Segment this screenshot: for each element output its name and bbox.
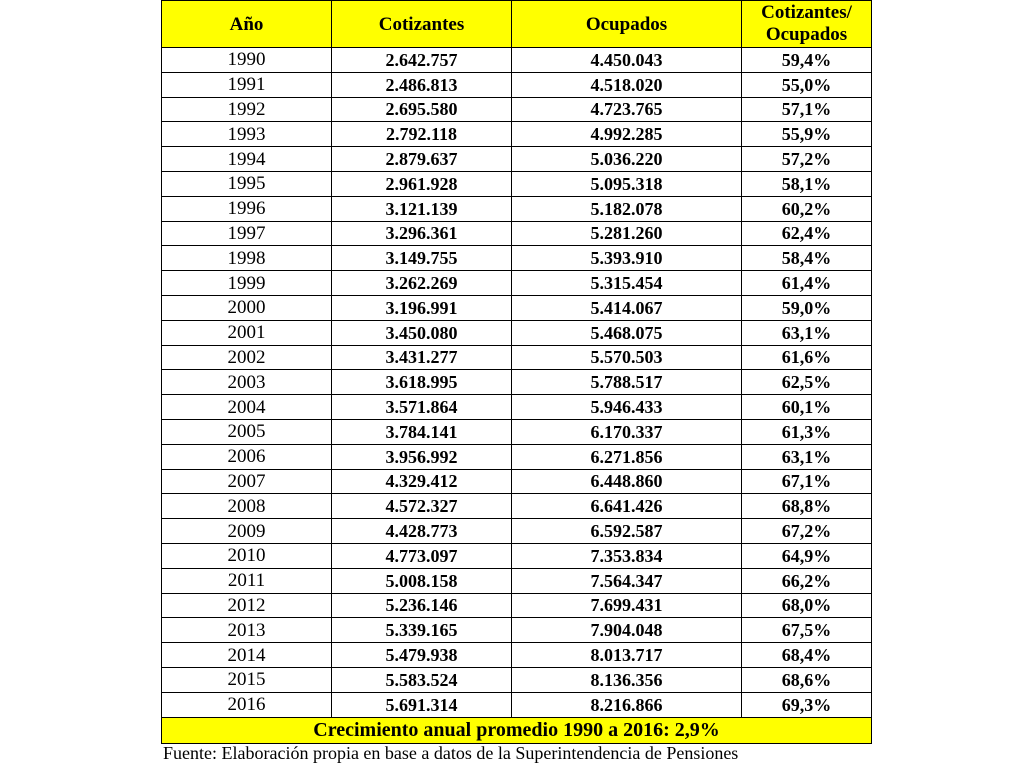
cell-employed: 7.564.347 [512, 568, 742, 593]
cell-employed: 7.353.834 [512, 543, 742, 568]
cell-year: 1991 [162, 72, 332, 97]
cell-ratio: 62,5% [742, 370, 872, 395]
cell-year: 2004 [162, 395, 332, 420]
cell-contributors: 2.642.757 [332, 48, 512, 73]
table-body [162, 48, 872, 718]
cell-ratio: 68,0% [742, 593, 872, 618]
table-header [162, 1, 872, 48]
cell-employed: 4.518.020 [512, 72, 742, 97]
cell-year: 2002 [162, 345, 332, 370]
cell-contributors: 5.236.146 [332, 593, 512, 618]
cell-ratio: 67,2% [742, 519, 872, 544]
cell-employed: 5.281.260 [512, 221, 742, 246]
cell-contributors: 3.571.864 [332, 395, 512, 420]
cell-ratio: 63,1% [742, 320, 872, 345]
cell-ratio: 59,4% [742, 48, 872, 73]
table-row [162, 295, 872, 320]
cell-year: 1996 [162, 196, 332, 221]
cell-contributors: 3.262.269 [332, 271, 512, 296]
cell-ratio: 67,1% [742, 469, 872, 494]
cell-year: 2009 [162, 519, 332, 544]
header-ratio-line1: Cotizantes/ [761, 2, 852, 23]
cell-year: 1990 [162, 48, 332, 73]
cell-ratio: 55,0% [742, 72, 872, 97]
cell-contributors: 5.479.938 [332, 643, 512, 668]
cell-employed: 4.450.043 [512, 48, 742, 73]
cell-contributors: 3.956.992 [332, 444, 512, 469]
cell-ratio: 58,4% [742, 246, 872, 271]
cell-contributors: 2.961.928 [332, 171, 512, 196]
cell-employed: 6.271.856 [512, 444, 742, 469]
cell-year: 1998 [162, 246, 332, 271]
cell-contributors: 3.431.277 [332, 345, 512, 370]
cell-year: 2016 [162, 692, 332, 717]
cell-year: 2010 [162, 543, 332, 568]
cell-ratio: 66,2% [742, 568, 872, 593]
table-row [162, 97, 872, 122]
cell-year: 2013 [162, 618, 332, 643]
cell-employed: 5.182.078 [512, 196, 742, 221]
table-row [162, 271, 872, 296]
average-growth-footer: Crecimiento anual promedio 1990 a 2016: 2,9% [162, 717, 872, 743]
cell-ratio: 61,6% [742, 345, 872, 370]
cell-year: 1999 [162, 271, 332, 296]
header-employed: Ocupados [512, 1, 742, 48]
header-ratio-line2: Ocupados [765, 24, 848, 45]
table-row [162, 543, 872, 568]
cell-year: 2011 [162, 568, 332, 593]
cell-contributors: 2.792.118 [332, 122, 512, 147]
table-row [162, 519, 872, 544]
table-row [162, 320, 872, 345]
cell-contributors: 4.572.327 [332, 494, 512, 519]
cell-contributors: 3.784.141 [332, 419, 512, 444]
cell-ratio: 67,5% [742, 618, 872, 643]
cell-employed: 5.393.910 [512, 246, 742, 271]
header-ratio [742, 1, 872, 48]
source-note: Fuente: Elaboración propia en base a datos de la Superintendencia de Pensiones [163, 743, 739, 763]
table-row [162, 395, 872, 420]
cell-employed: 8.136.356 [512, 667, 742, 692]
cell-ratio: 68,4% [742, 643, 872, 668]
cell-year: 1992 [162, 97, 332, 122]
cell-contributors: 5.691.314 [332, 692, 512, 717]
cell-employed: 6.592.587 [512, 519, 742, 544]
cell-contributors: 4.773.097 [332, 543, 512, 568]
table-row [162, 122, 872, 147]
cell-year: 2008 [162, 494, 332, 519]
table-row [162, 246, 872, 271]
header-year: Año [162, 1, 332, 48]
cell-contributors: 5.583.524 [332, 667, 512, 692]
cell-ratio: 57,1% [742, 97, 872, 122]
cell-employed: 8.013.717 [512, 643, 742, 668]
cell-employed: 6.641.426 [512, 494, 742, 519]
table-row [162, 221, 872, 246]
cell-contributors: 2.486.813 [332, 72, 512, 97]
cell-ratio: 58,1% [742, 171, 872, 196]
table-row [162, 72, 872, 97]
cell-year: 1995 [162, 171, 332, 196]
cell-employed: 5.946.433 [512, 395, 742, 420]
cell-year: 2012 [162, 593, 332, 618]
table-row [162, 692, 872, 717]
cell-year: 2003 [162, 370, 332, 395]
header-contributors: Cotizantes [332, 1, 512, 48]
cell-contributors: 2.695.580 [332, 97, 512, 122]
cell-employed: 5.414.067 [512, 295, 742, 320]
cell-employed: 5.036.220 [512, 147, 742, 172]
cell-ratio: 68,8% [742, 494, 872, 519]
cell-contributors: 4.329.412 [332, 469, 512, 494]
cell-year: 2006 [162, 444, 332, 469]
cell-employed: 4.723.765 [512, 97, 742, 122]
cell-employed: 5.570.503 [512, 345, 742, 370]
table-row [162, 593, 872, 618]
cell-year: 2005 [162, 419, 332, 444]
table-row [162, 568, 872, 593]
cell-contributors: 3.196.991 [332, 295, 512, 320]
cell-year: 2014 [162, 643, 332, 668]
cell-employed: 5.788.517 [512, 370, 742, 395]
table-row [162, 345, 872, 370]
cell-contributors: 3.149.755 [332, 246, 512, 271]
cell-employed: 4.992.285 [512, 122, 742, 147]
cell-contributors: 5.339.165 [332, 618, 512, 643]
cell-year: 1993 [162, 122, 332, 147]
cell-year: 2015 [162, 667, 332, 692]
cell-year: 2000 [162, 295, 332, 320]
cell-ratio: 68,6% [742, 667, 872, 692]
cell-year: 1994 [162, 147, 332, 172]
table-row [162, 419, 872, 444]
cell-ratio: 62,4% [742, 221, 872, 246]
table-row [162, 494, 872, 519]
cell-year: 1997 [162, 221, 332, 246]
cell-ratio: 63,1% [742, 444, 872, 469]
cell-employed: 5.315.454 [512, 271, 742, 296]
table-row [162, 469, 872, 494]
cell-employed: 8.216.866 [512, 692, 742, 717]
cell-ratio: 60,2% [742, 196, 872, 221]
cell-ratio: 55,9% [742, 122, 872, 147]
cell-ratio: 69,3% [742, 692, 872, 717]
table-row [162, 48, 872, 73]
cell-employed: 7.699.431 [512, 593, 742, 618]
cell-employed: 5.095.318 [512, 171, 742, 196]
cell-employed: 6.448.860 [512, 469, 742, 494]
cell-contributors: 3.450.080 [332, 320, 512, 345]
cell-contributors: 4.428.773 [332, 519, 512, 544]
cell-ratio: 64,9% [742, 543, 872, 568]
cell-ratio: 61,3% [742, 419, 872, 444]
cell-contributors: 3.296.361 [332, 221, 512, 246]
cell-contributors: 5.008.158 [332, 568, 512, 593]
table-row [162, 171, 872, 196]
cell-contributors: 3.618.995 [332, 370, 512, 395]
cell-employed: 6.170.337 [512, 419, 742, 444]
table-row [162, 444, 872, 469]
table-row [162, 196, 872, 221]
cell-contributors: 2.879.637 [332, 147, 512, 172]
cell-ratio: 57,2% [742, 147, 872, 172]
table-row [162, 147, 872, 172]
cell-year: 2007 [162, 469, 332, 494]
cell-ratio: 60,1% [742, 395, 872, 420]
pension-contributors-table [161, 0, 872, 744]
table-row [162, 643, 872, 668]
cell-employed: 7.904.048 [512, 618, 742, 643]
table-row [162, 667, 872, 692]
table-row [162, 618, 872, 643]
cell-contributors: 3.121.139 [332, 196, 512, 221]
cell-employed: 5.468.075 [512, 320, 742, 345]
cell-ratio: 59,0% [742, 295, 872, 320]
cell-ratio: 61,4% [742, 271, 872, 296]
table-row [162, 370, 872, 395]
cell-year: 2001 [162, 320, 332, 345]
